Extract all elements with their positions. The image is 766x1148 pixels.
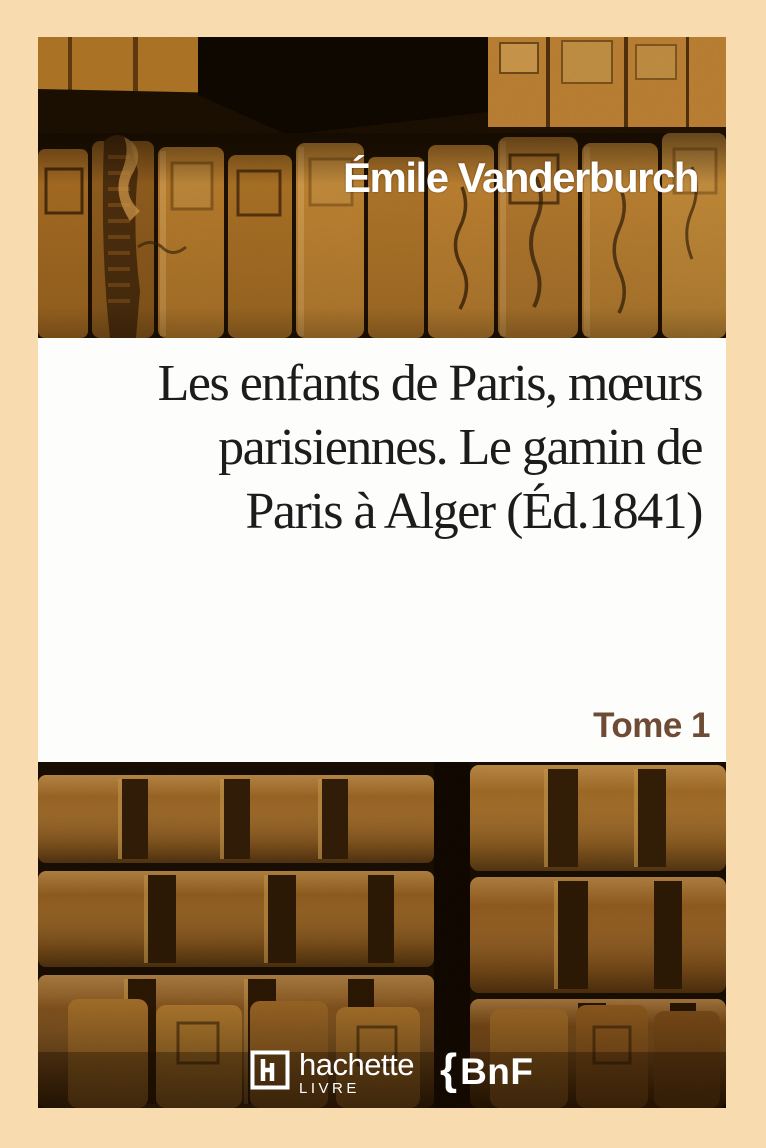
title-line-3: Paris à Alger (Éd.1841) (245, 483, 702, 540)
author-name: Émile Vanderburch (343, 154, 698, 201)
tome-label: Tome 1 (593, 706, 710, 745)
hachette-name-label: hachette (299, 1046, 414, 1082)
bnf-logo (439, 1045, 534, 1094)
hachette-livre-label: LIVRE (299, 1079, 360, 1097)
hachette-wordmark (299, 1046, 414, 1097)
title-line-2: parisiennes. Le gamin de (218, 419, 702, 476)
publisher-logos (0, 1044, 766, 1100)
bnf-wordmark: BnF (460, 1051, 534, 1092)
title-band (38, 338, 726, 762)
book-title (64, 352, 702, 544)
hachette-square-icon (250, 1050, 290, 1095)
hachette-logo (250, 1046, 414, 1097)
bnf-brace-icon: { (439, 1045, 458, 1094)
title-line-1: Les enfants de Paris, mœurs (157, 355, 702, 412)
